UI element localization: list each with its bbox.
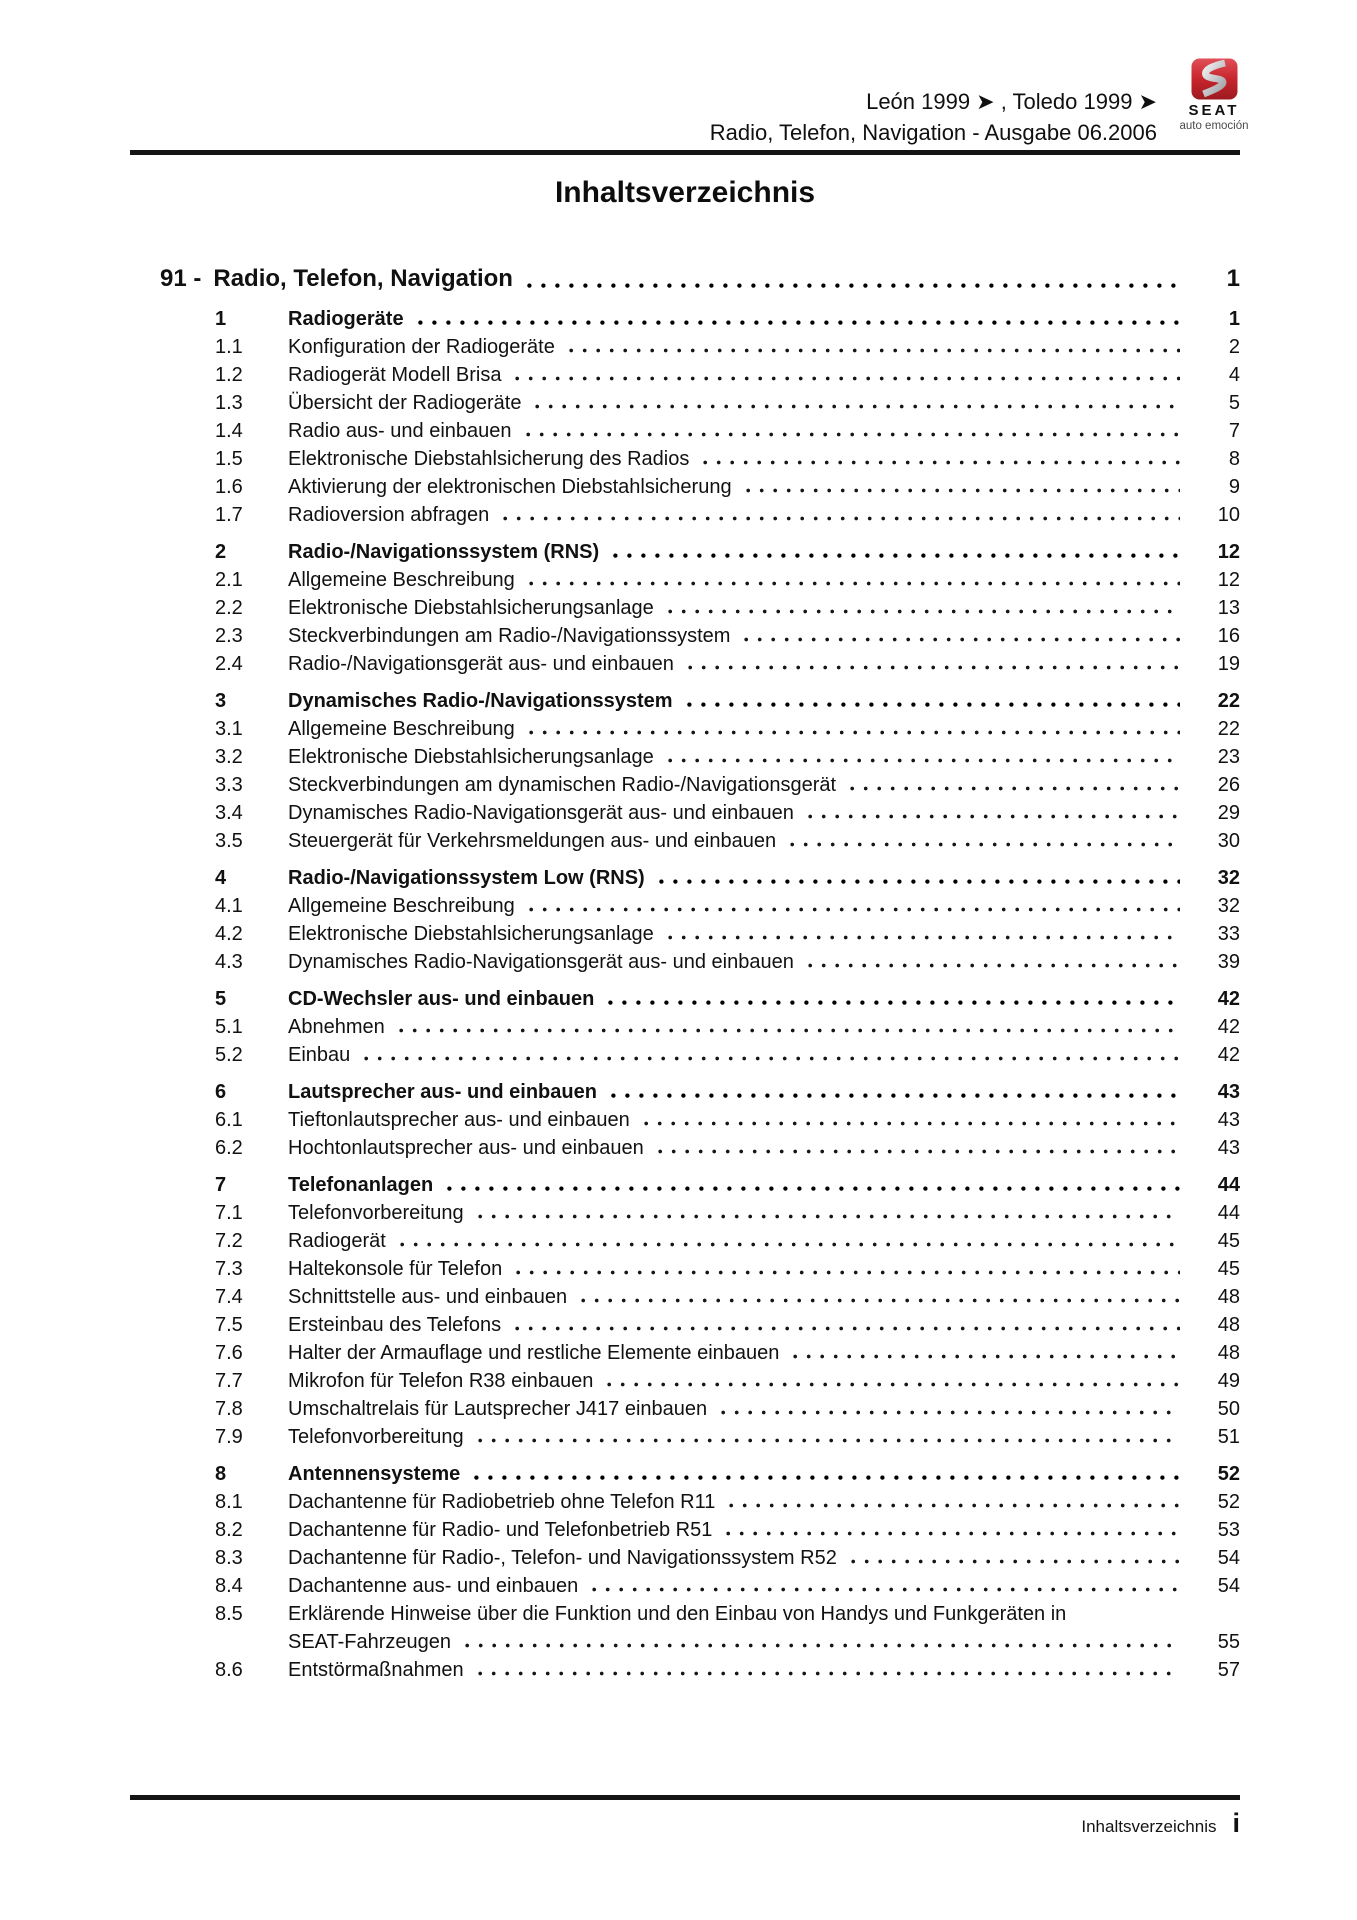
footer-section-label: Inhaltsverzeichnis <box>1081 1817 1217 1836</box>
dot-leader <box>535 389 1180 417</box>
toc-entry-number: 3.4 <box>215 802 243 824</box>
toc-entry-page: 30 <box>1217 830 1240 852</box>
toc-entry-number: 7.2 <box>215 1230 243 1252</box>
toc-entry-number: 3.2 <box>215 746 243 768</box>
dot-leader <box>515 361 1180 389</box>
toc-entry-number: 8.2 <box>215 1519 243 1541</box>
seat-s-icon <box>1191 58 1238 100</box>
toc-entry-page: 8 <box>1228 448 1240 470</box>
toc-entry-page: 57 <box>1217 1659 1240 1681</box>
toc-entry <box>130 1600 1240 1656</box>
toc-entry-title: Aktivierung der elektronischen Diebstahlsicherung <box>288 476 732 498</box>
toc-entry <box>130 715 1240 743</box>
toc-entry-number: 6.2 <box>215 1137 243 1159</box>
toc-entry-number: 7.7 <box>215 1370 243 1392</box>
dot-leader <box>668 920 1180 948</box>
toc-entry <box>130 1311 1240 1339</box>
toc-entry-title: Antennensysteme <box>288 1463 461 1485</box>
toc-entry-title: Elektronische Diebstahlsicherungsanlage <box>288 597 654 619</box>
toc-entry-title: Dynamisches Radio-Navigationsgerät aus- und einbauen <box>288 951 794 973</box>
dot-leader <box>478 1656 1180 1684</box>
toc-entry-page: 10 <box>1217 504 1240 526</box>
toc-entry-page: 5 <box>1228 392 1240 414</box>
toc-entry-number: 3.5 <box>215 830 243 852</box>
toc-entry <box>130 1283 1240 1311</box>
dot-leader <box>608 985 1180 1013</box>
toc-entry-page: 19 <box>1217 653 1240 675</box>
toc-entry-title: Dachantenne für Radio-, Telefon- und Navigationssystem R52 <box>288 1547 837 1569</box>
dot-leader <box>850 771 1180 799</box>
toc-entry-page: 22 <box>1217 718 1240 740</box>
toc-entry-number: 8.4 <box>215 1575 243 1597</box>
toc-entry-title: Elektronische Diebstahlsicherungsanlage <box>288 746 654 768</box>
dot-leader <box>447 1171 1180 1199</box>
toc-entry-title: Hochtonlautsprecher aus- und einbauen <box>288 1137 644 1159</box>
toc-entry <box>130 1367 1240 1395</box>
dot-leader <box>729 1488 1180 1516</box>
dot-leader <box>515 1311 1180 1339</box>
toc-entry <box>130 1078 1240 1106</box>
toc-entry <box>130 1013 1240 1041</box>
toc-entry-page: 26 <box>1217 774 1240 796</box>
dot-leader <box>687 687 1180 715</box>
dot-leader <box>364 1041 1180 1069</box>
toc-entry-page: 52 <box>1217 1463 1240 1485</box>
toc-entry-number: 7 <box>215 1174 227 1196</box>
toc-entry-title: Telefonvorbereitung <box>288 1426 464 1448</box>
dot-leader <box>478 1199 1180 1227</box>
toc-entry <box>130 1423 1240 1451</box>
toc-entry-page: 42 <box>1217 1044 1240 1066</box>
dot-leader <box>399 1013 1180 1041</box>
toc-entry-page: 23 <box>1217 746 1240 768</box>
toc-entry <box>130 538 1240 566</box>
toc-entry-number: 2.4 <box>215 653 243 675</box>
toc-list <box>130 262 1240 1684</box>
dot-leader <box>611 1078 1180 1106</box>
toc-entry-page: 13 <box>1217 597 1240 619</box>
dot-leader <box>644 1106 1180 1134</box>
toc-entry-title: Mikrofon für Telefon R38 einbauen <box>288 1370 594 1392</box>
toc-entry <box>130 1488 1240 1516</box>
footer-page-number: i <box>1232 1808 1240 1838</box>
toc-entry-title: Entstörmaßnahmen <box>288 1659 464 1681</box>
toc-entry-number: 3 <box>215 690 227 712</box>
toc-entry-title: Elektronische Diebstahlsicherungsanlage <box>288 923 654 945</box>
toc-entry <box>130 687 1240 715</box>
toc-entry-title: Elektronische Diebstahlsicherung des Radios <box>288 448 690 470</box>
header-edition-line: Radio, Telefon, Navigation - Ausgabe 06.2006 <box>709 120 1157 145</box>
toc-entry <box>130 771 1240 799</box>
toc-entry <box>130 417 1240 445</box>
toc-entry <box>130 622 1240 650</box>
toc-entry-title: Radiogeräte <box>288 308 404 330</box>
toc-entry-page: 2 <box>1228 336 1240 358</box>
toc-entry-page: 7 <box>1228 420 1240 442</box>
toc-entry-number: 2.2 <box>215 597 243 619</box>
toc-entry <box>130 1171 1240 1199</box>
toc-entry <box>130 333 1240 361</box>
toc-entry-title: Telefonvorbereitung <box>288 1202 464 1224</box>
toc-entry-title: Übersicht der Radiogeräte <box>288 392 522 414</box>
toc-entry-page: 42 <box>1217 1016 1240 1038</box>
toc-entry-page: 48 <box>1217 1314 1240 1336</box>
dot-leader <box>668 743 1180 771</box>
dot-leader <box>613 538 1180 566</box>
toc-entry-title: Halter der Armauflage und restliche Elemente einbauen <box>288 1342 780 1364</box>
toc-entry <box>130 1041 1240 1069</box>
toc-entry-page: 51 <box>1217 1426 1240 1448</box>
toc-entry-number: 4.3 <box>215 951 243 973</box>
toc-entry-number: 8.5 <box>215 1603 243 1625</box>
toc-entry-number: 4.1 <box>215 895 243 917</box>
toc-entry-number: 1 <box>215 308 227 330</box>
toc-entry-page: 43 <box>1217 1137 1240 1159</box>
toc-entry-title: Radio aus- und einbauen <box>288 420 512 442</box>
toc-entry-number: 1.2 <box>215 364 243 386</box>
dot-leader <box>607 1367 1180 1395</box>
dot-leader <box>658 1134 1180 1162</box>
dot-leader <box>721 1395 1180 1423</box>
dot-leader <box>418 305 1180 333</box>
toc-entry-page: 43 <box>1217 1081 1240 1103</box>
toc-entry-number: 7.6 <box>215 1342 243 1364</box>
toc-entry-number: 3.3 <box>215 774 243 796</box>
toc-entry-page: 48 <box>1217 1342 1240 1364</box>
toc-entry-title: Steckverbindungen am Radio-/Navigationssystem <box>288 625 731 647</box>
toc-entry-title: Erklärende Hinweise über die Funktion und den Einbau von Handys und Funkgeräten in <box>288 1603 1067 1625</box>
toc-entry <box>130 650 1240 678</box>
toc-entry-title: Dynamisches Radio-/Navigationssystem <box>288 690 673 712</box>
toc-entry-number: 8.1 <box>215 1491 243 1513</box>
toc-entry <box>130 892 1240 920</box>
toc-entry-title: Einbau <box>288 1044 351 1066</box>
toc-entry-number: 7.5 <box>215 1314 243 1336</box>
toc-entry-page: 55 <box>1217 1631 1240 1653</box>
toc-entry-number: 8.3 <box>215 1547 243 1569</box>
dot-leader <box>659 864 1180 892</box>
toc-entry-number: 7.3 <box>215 1258 243 1280</box>
toc-entry-number: 2.1 <box>215 569 243 591</box>
dot-leader <box>400 1227 1180 1255</box>
seat-logo <box>1171 58 1257 132</box>
toc-entry-number: 1.3 <box>215 392 243 414</box>
toc-entry <box>130 1255 1240 1283</box>
toc-entry-title: Steckverbindungen am dynamischen Radio-/Navigationsgerät <box>288 774 837 796</box>
dot-leader <box>746 473 1180 501</box>
dot-leader <box>703 445 1180 473</box>
toc-entry-number: 1.4 <box>215 420 243 442</box>
toc-entry-number: 7.8 <box>215 1398 243 1420</box>
dot-leader <box>851 1544 1180 1572</box>
toc-entry <box>130 799 1240 827</box>
toc-entry-page: 4 <box>1228 364 1240 386</box>
toc-entry-number: 1.1 <box>215 336 243 358</box>
toc-entry <box>130 445 1240 473</box>
toc-entry-number: 1.6 <box>215 476 243 498</box>
toc-entry-page: 9 <box>1228 476 1240 498</box>
toc-entry-number: 4.2 <box>215 923 243 945</box>
toc-entry-number: 1.7 <box>215 504 243 526</box>
toc-entry-title: Tieftonlautsprecher aus- und einbauen <box>288 1109 630 1131</box>
dot-leader <box>503 501 1180 529</box>
toc-entry <box>130 1134 1240 1162</box>
toc-entry-title: Konfiguration der Radiogeräte <box>288 336 555 358</box>
toc-entry-title: CD-Wechsler aus- und einbauen <box>288 988 595 1010</box>
dot-leader <box>465 1628 1180 1656</box>
toc-entry-title: Ersteinbau des Telefons <box>288 1314 502 1336</box>
toc-entry <box>130 1227 1240 1255</box>
dot-leader <box>790 827 1180 855</box>
toc-entry-page: 45 <box>1217 1230 1240 1252</box>
header-models-line: León 1999 ➤ , Toledo 1999 ➤ <box>866 89 1157 114</box>
toc-entry-page: 39 <box>1217 951 1240 973</box>
toc-entry <box>130 1516 1240 1544</box>
seat-logo-wordmark: SEAT <box>1188 102 1240 119</box>
toc-entry-number: 4 <box>215 867 227 889</box>
dot-leader <box>516 1255 1180 1283</box>
toc-entry-title: Dachantenne für Radiobetrieb ohne Telefon R11 <box>288 1491 716 1513</box>
toc-entry-page: 49 <box>1217 1370 1240 1392</box>
toc-entry-page: 54 <box>1217 1547 1240 1569</box>
toc-entry-title: Radiogerät Modell Brisa <box>288 364 502 386</box>
toc-entry-page: 45 <box>1217 1258 1240 1280</box>
toc-entry-page: 1 <box>1226 265 1240 292</box>
dot-leader <box>529 715 1180 743</box>
toc-entry-title: Schnittstelle aus- und einbauen <box>288 1286 568 1308</box>
seat-logo-tagline: auto emoción <box>1179 120 1249 132</box>
toc-entry-page: 29 <box>1217 802 1240 824</box>
toc-entry-title: Steuergerät für Verkehrsmeldungen aus- und einbauen <box>288 830 777 852</box>
toc-entry-number: 5 <box>215 988 227 1010</box>
dot-leader <box>529 566 1180 594</box>
toc-entry <box>130 1572 1240 1600</box>
toc-entry-number: 5.2 <box>215 1044 243 1066</box>
toc-entry-title: Allgemeine Beschreibung <box>288 895 515 917</box>
toc-entry-title: Allgemeine Beschreibung <box>288 569 515 591</box>
toc-entry <box>130 864 1240 892</box>
toc-entry-page: 44 <box>1217 1174 1240 1196</box>
toc-entry-title: Abnehmen <box>288 1016 385 1038</box>
toc-entry-page: 16 <box>1217 625 1240 647</box>
toc-entry-number: 2 <box>215 541 227 563</box>
page-footer <box>1081 1808 1240 1839</box>
toc-entry-number: 7.9 <box>215 1426 243 1448</box>
toc-entry <box>130 743 1240 771</box>
toc-entry-title: Umschaltrelais für Lautsprecher J417 einbauen <box>288 1398 708 1420</box>
toc-entry-page: 12 <box>1217 569 1240 591</box>
toc-entry <box>130 305 1240 333</box>
toc-entry-page: 53 <box>1217 1519 1240 1541</box>
toc-entry-title: Radio, Telefon, Navigation <box>213 265 513 292</box>
dot-leader <box>808 799 1180 827</box>
dot-leader <box>808 948 1180 976</box>
toc-entry-number: 8 <box>215 1463 227 1485</box>
toc-entry-title: Radio-/Navigationsgerät aus- und einbauen <box>288 653 674 675</box>
toc-entry <box>130 594 1240 622</box>
page-header <box>710 86 1157 148</box>
dot-leader <box>526 417 1180 445</box>
toc-entry <box>130 948 1240 976</box>
toc-entry-number: 6 <box>215 1081 227 1103</box>
toc-entry-title: Lautsprecher aus- und einbauen <box>288 1081 597 1103</box>
toc-entry-page: 42 <box>1217 988 1240 1010</box>
dot-leader <box>474 1460 1180 1488</box>
dot-leader <box>569 333 1180 361</box>
toc-entry-page: 54 <box>1217 1575 1240 1597</box>
toc-entry-number: 8.6 <box>215 1659 243 1681</box>
dot-leader <box>527 262 1180 296</box>
toc-entry <box>130 566 1240 594</box>
dot-leader <box>744 622 1180 650</box>
toc-entry <box>130 473 1240 501</box>
toc-entry-page: 33 <box>1217 923 1240 945</box>
toc-entry <box>130 985 1240 1013</box>
toc-entry <box>130 1395 1240 1423</box>
dot-leader <box>529 892 1180 920</box>
toc-entry-number: 5.1 <box>215 1016 243 1038</box>
dot-leader <box>688 650 1180 678</box>
toc-entry-number: 91 - <box>160 265 202 292</box>
dot-leader <box>592 1572 1180 1600</box>
toc-entry-title: Dynamisches Radio-Navigationsgerät aus- und einbauen <box>288 802 794 824</box>
toc-entry-page: 22 <box>1217 690 1240 712</box>
dot-leader <box>726 1516 1180 1544</box>
toc-entry <box>130 501 1240 529</box>
toc-entry-title: Radiogerät <box>288 1230 386 1252</box>
toc-entry-number: 2.3 <box>215 625 243 647</box>
toc-entry-page: 43 <box>1217 1109 1240 1131</box>
toc-entry-page: 1 <box>1228 308 1240 330</box>
dot-leader <box>581 1283 1180 1311</box>
toc-entry-title: Telefonanlagen <box>288 1174 434 1196</box>
dot-leader <box>793 1339 1180 1367</box>
toc-entry-page: 52 <box>1217 1491 1240 1513</box>
toc-entry <box>130 1199 1240 1227</box>
page-title: Inhaltsverzeichnis <box>554 176 816 209</box>
toc-entry-title: Dachantenne für Radio- und Telefonbetrieb R51 <box>288 1519 713 1541</box>
toc-entry <box>130 920 1240 948</box>
header-rule <box>130 150 1240 155</box>
toc-entry-title: Radio-/Navigationssystem Low (RNS) <box>288 867 645 889</box>
dot-leader <box>668 594 1180 622</box>
toc-entry-title: Haltekonsole für Telefon <box>288 1258 503 1280</box>
toc-entry-number: 3.1 <box>215 718 243 740</box>
footer-rule <box>130 1795 1240 1800</box>
toc-entry <box>130 389 1240 417</box>
toc-entry-title: Radio-/Navigationssystem (RNS) <box>288 541 600 563</box>
toc-chapter-entry <box>130 262 1240 296</box>
toc-entry <box>130 1460 1240 1488</box>
toc-entry-page: 32 <box>1217 867 1240 889</box>
toc-entry-title: SEAT-Fahrzeugen <box>288 1631 452 1653</box>
toc-entry-page: 12 <box>1217 541 1240 563</box>
toc-entry <box>130 361 1240 389</box>
toc-entry-page: 48 <box>1217 1286 1240 1308</box>
toc-entry-number: 1.5 <box>215 448 243 470</box>
toc-entry <box>130 1544 1240 1572</box>
toc-entry <box>130 1106 1240 1134</box>
toc-entry-title: Radioversion abfragen <box>288 504 490 526</box>
toc-entry-number: 6.1 <box>215 1109 243 1131</box>
toc-entry-number: 7.1 <box>215 1202 243 1224</box>
toc-entry-page: 32 <box>1217 895 1240 917</box>
toc-entry-title: Allgemeine Beschreibung <box>288 718 515 740</box>
toc-entry-page: 44 <box>1217 1202 1240 1224</box>
toc-entry-number: 7.4 <box>215 1286 243 1308</box>
toc-entry <box>130 1656 1240 1684</box>
toc-entry <box>130 827 1240 855</box>
dot-leader <box>478 1423 1180 1451</box>
toc-entry-page: 50 <box>1217 1398 1240 1420</box>
toc-entry-title: Dachantenne aus- und einbauen <box>288 1575 579 1597</box>
toc-entry <box>130 1339 1240 1367</box>
